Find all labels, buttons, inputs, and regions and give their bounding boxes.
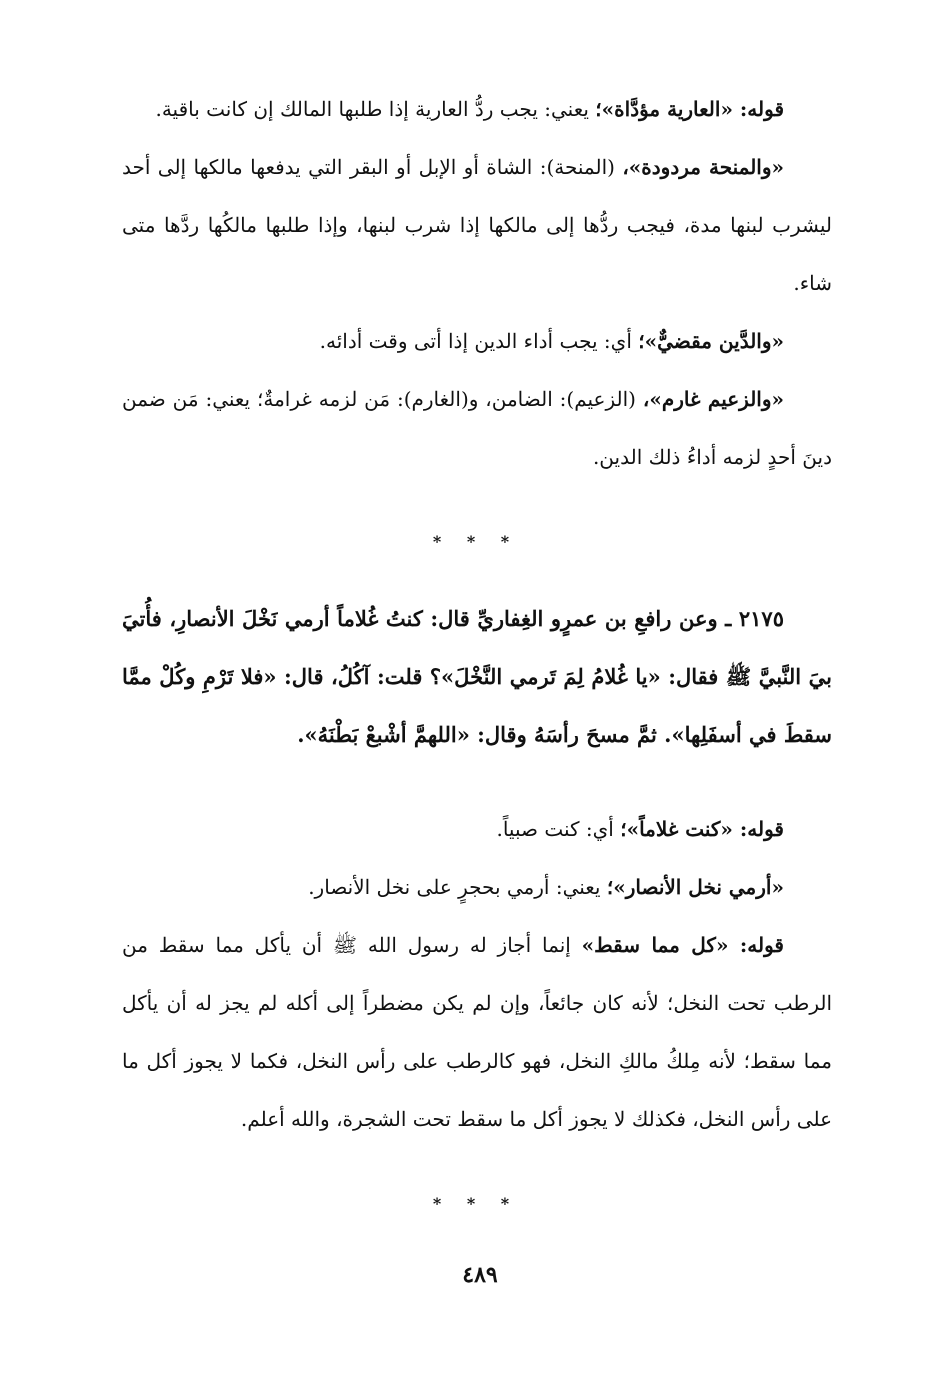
commentary-paragraph-2 — [122, 138, 832, 312]
commentary-text: أي: يجب أداء الدين إذا أتى وقت أدائه. — [319, 329, 632, 353]
commentary-text: أي: كنت صبياً. — [496, 817, 614, 841]
commentary-label: «أرمي نخل الأنصار»؛ — [606, 875, 784, 899]
commentary-label: قوله: «كنت غلاماً»؛ — [620, 817, 784, 841]
commentary-label: «والمنحة مردودة»، — [622, 155, 785, 179]
commentary-text: إنما أجاز له رسول الله ﷺ أن يأكل مما سقط من الرطب تحت النخل؛ لأنه كان جائعاً، وإن لم يكن مضطراً إلى أكله لم يجز له أن يأكل مما سقط؛ لأنه مِلكُ مالكِ النخل، فهو كالرطب على رأس النخل، فكما لا يجوز أكل ما على رأس النخل، فكذلك لا يجوز أكل ما سقط تحت الشجرة، والله أعلم. — [122, 933, 832, 1131]
commentary-label: «والزعيم غارم»، — [642, 387, 785, 411]
commentary-paragraph-6 — [122, 858, 832, 916]
commentary-text: (المنحة): الشاة أو الإبل أو البقر التي يدفعها مالكها إلى أحد ليشرب لبنها مدة، فيجب ردُّها إلى مالكها إذا شرب لبنها، وإذا طلبها مالكُها ردَّها متى شاء. — [122, 155, 832, 295]
section-divider-1: * * * — [432, 532, 520, 551]
commentary-text: يعني: يجب ردُّ العارية إذا طلبها المالك إن كانت باقية. — [155, 97, 589, 121]
commentary-text: (الزعيم): الضامن، و(الغارم): مَن لزمه غرامةٌ؛ يعني: مَن ضمن دينَ أحدٍ لزمه أداءُ ذلك الدين. — [122, 387, 832, 469]
section-divider-2: * * * — [432, 1194, 520, 1213]
page-number: ٤٨٩ — [462, 1262, 498, 1288]
commentary-label: قوله: «العارية مؤدَّاة»؛ — [595, 97, 784, 121]
commentary-paragraph-3 — [122, 312, 832, 370]
commentary-section-2 — [122, 800, 832, 1148]
commentary-label: قوله: «كل مما سقط» — [581, 933, 784, 957]
hadith-section — [122, 590, 832, 764]
commentary-label: «والدَّين مقضيٌّ»؛ — [638, 329, 784, 353]
commentary-text: يعني: أرمي بحجرٍ على نخل الأنصار. — [308, 875, 601, 899]
hadith-text: ٢١٧٥ ـ وعن رافعِ بن عمرٍو الغِفاريِّ قال: كنتُ غُلاماً أرمي نَخْلَ الأنصارِ، فأُتيَ بيَ النَّبيَّ ﷺ فقال: «يا غُلامُ لِمَ تَرمي النَّخْلَ»؟ قلت: آكُلُ، قال: «فلا تَرْمِ وكُلْ ممَّا سقطَ في أسفَلِها». ثمَّ مسحَ رأسَهُ وقال: «اللهمَّ أشْبعْ بَطْنَهُ». — [122, 606, 832, 747]
commentary-section-1 — [122, 80, 832, 486]
commentary-paragraph-4 — [122, 370, 832, 486]
commentary-paragraph-1 — [122, 80, 832, 138]
commentary-paragraph-7 — [122, 916, 832, 1148]
commentary-paragraph-5 — [122, 800, 832, 858]
